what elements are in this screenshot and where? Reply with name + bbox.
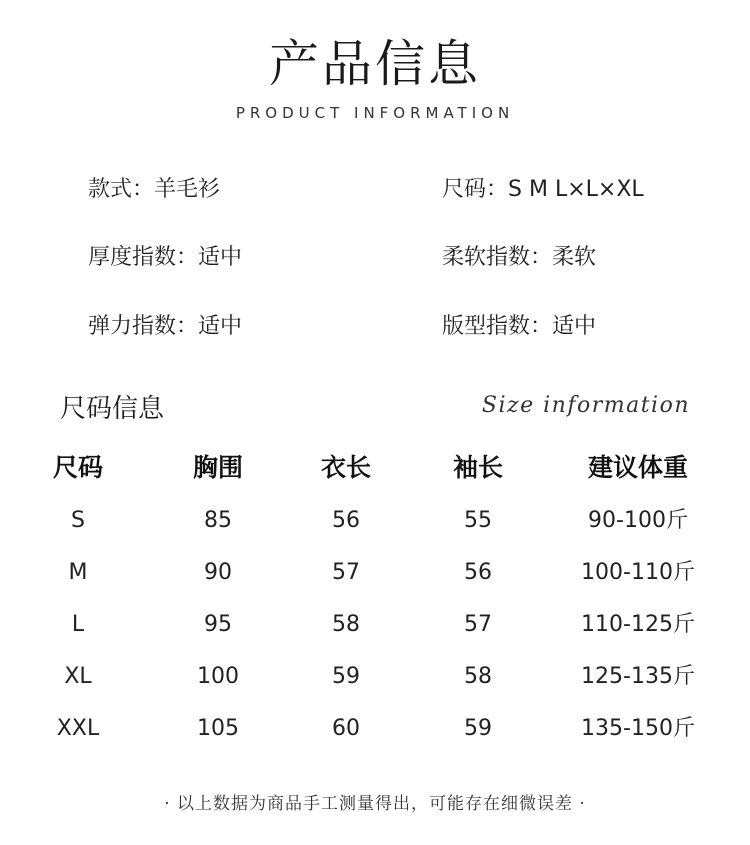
cell-length: 60 bbox=[332, 716, 360, 741]
attribute-thickness bbox=[88, 240, 242, 271]
header-length: 衣长 bbox=[320, 453, 371, 482]
product-subtitle: PRODUCT INFORMATION bbox=[235, 104, 515, 122]
cell-size: L bbox=[71, 612, 85, 637]
attribute-value: 适中 bbox=[198, 245, 243, 270]
cell-length: 58 bbox=[332, 612, 360, 637]
attribute-value: 羊毛衫 bbox=[154, 177, 221, 202]
cell-length: 59 bbox=[332, 664, 360, 689]
attribute-softness bbox=[442, 240, 596, 271]
cell-weight: 100-110斤 bbox=[581, 560, 695, 585]
size-section-title: 尺码信息 bbox=[60, 394, 165, 424]
attribute-key: 款式： bbox=[88, 177, 155, 202]
cell-chest: 105 bbox=[197, 716, 239, 741]
header-size: 尺码 bbox=[52, 453, 103, 482]
cell-size: XXL bbox=[56, 716, 100, 741]
attribute-value: 适中 bbox=[552, 314, 597, 339]
size-section-title-en: Size information bbox=[481, 393, 690, 418]
cell-sleeve: 55 bbox=[464, 508, 492, 533]
product-title: 产品信息 bbox=[269, 35, 481, 93]
cell-chest: 95 bbox=[204, 612, 232, 637]
cell-size: XL bbox=[64, 664, 92, 689]
attribute-value: S M L×L×XL bbox=[508, 177, 644, 202]
cell-weight: 110-125斤 bbox=[581, 612, 695, 637]
attribute-key: 尺码： bbox=[442, 177, 509, 202]
cell-chest: 90 bbox=[204, 560, 232, 585]
table-row bbox=[0, 605, 750, 645]
attribute-key: 版型指数： bbox=[442, 314, 553, 339]
table-header-row bbox=[0, 448, 750, 488]
cell-sleeve: 58 bbox=[464, 664, 492, 689]
table-row bbox=[0, 709, 750, 749]
cell-chest: 85 bbox=[204, 508, 232, 533]
cell-weight: 125-135斤 bbox=[581, 664, 695, 689]
cell-length: 56 bbox=[332, 508, 360, 533]
cell-weight: 135-150斤 bbox=[581, 716, 695, 741]
table-row bbox=[0, 657, 750, 697]
cell-sleeve: 56 bbox=[464, 560, 492, 585]
attribute-value: 柔软 bbox=[552, 245, 597, 270]
attribute-key: 柔软指数： bbox=[442, 245, 553, 270]
cell-sleeve: 59 bbox=[464, 716, 492, 741]
table-row bbox=[0, 553, 750, 593]
measurement-footnote: · 以上数据为商品手工测量得出，可能存在细微误差 · bbox=[164, 794, 586, 814]
cell-sleeve: 57 bbox=[464, 612, 492, 637]
attribute-elasticity bbox=[88, 309, 242, 340]
attribute-value: 适中 bbox=[198, 314, 243, 339]
cell-size: M bbox=[68, 560, 88, 585]
attribute-size bbox=[442, 172, 644, 203]
cell-length: 57 bbox=[332, 560, 360, 585]
header-chest: 胸围 bbox=[192, 453, 243, 482]
table-row bbox=[0, 501, 750, 541]
header-sleeve: 袖长 bbox=[452, 453, 503, 482]
attribute-style bbox=[88, 172, 220, 203]
header-weight: 建议体重 bbox=[587, 453, 688, 482]
attribute-fit bbox=[442, 309, 596, 340]
attribute-key: 弹力指数： bbox=[88, 314, 199, 339]
cell-chest: 100 bbox=[197, 664, 239, 689]
cell-weight: 90-100斤 bbox=[588, 508, 688, 533]
cell-size: S bbox=[71, 508, 85, 533]
attribute-key: 厚度指数： bbox=[88, 245, 199, 270]
